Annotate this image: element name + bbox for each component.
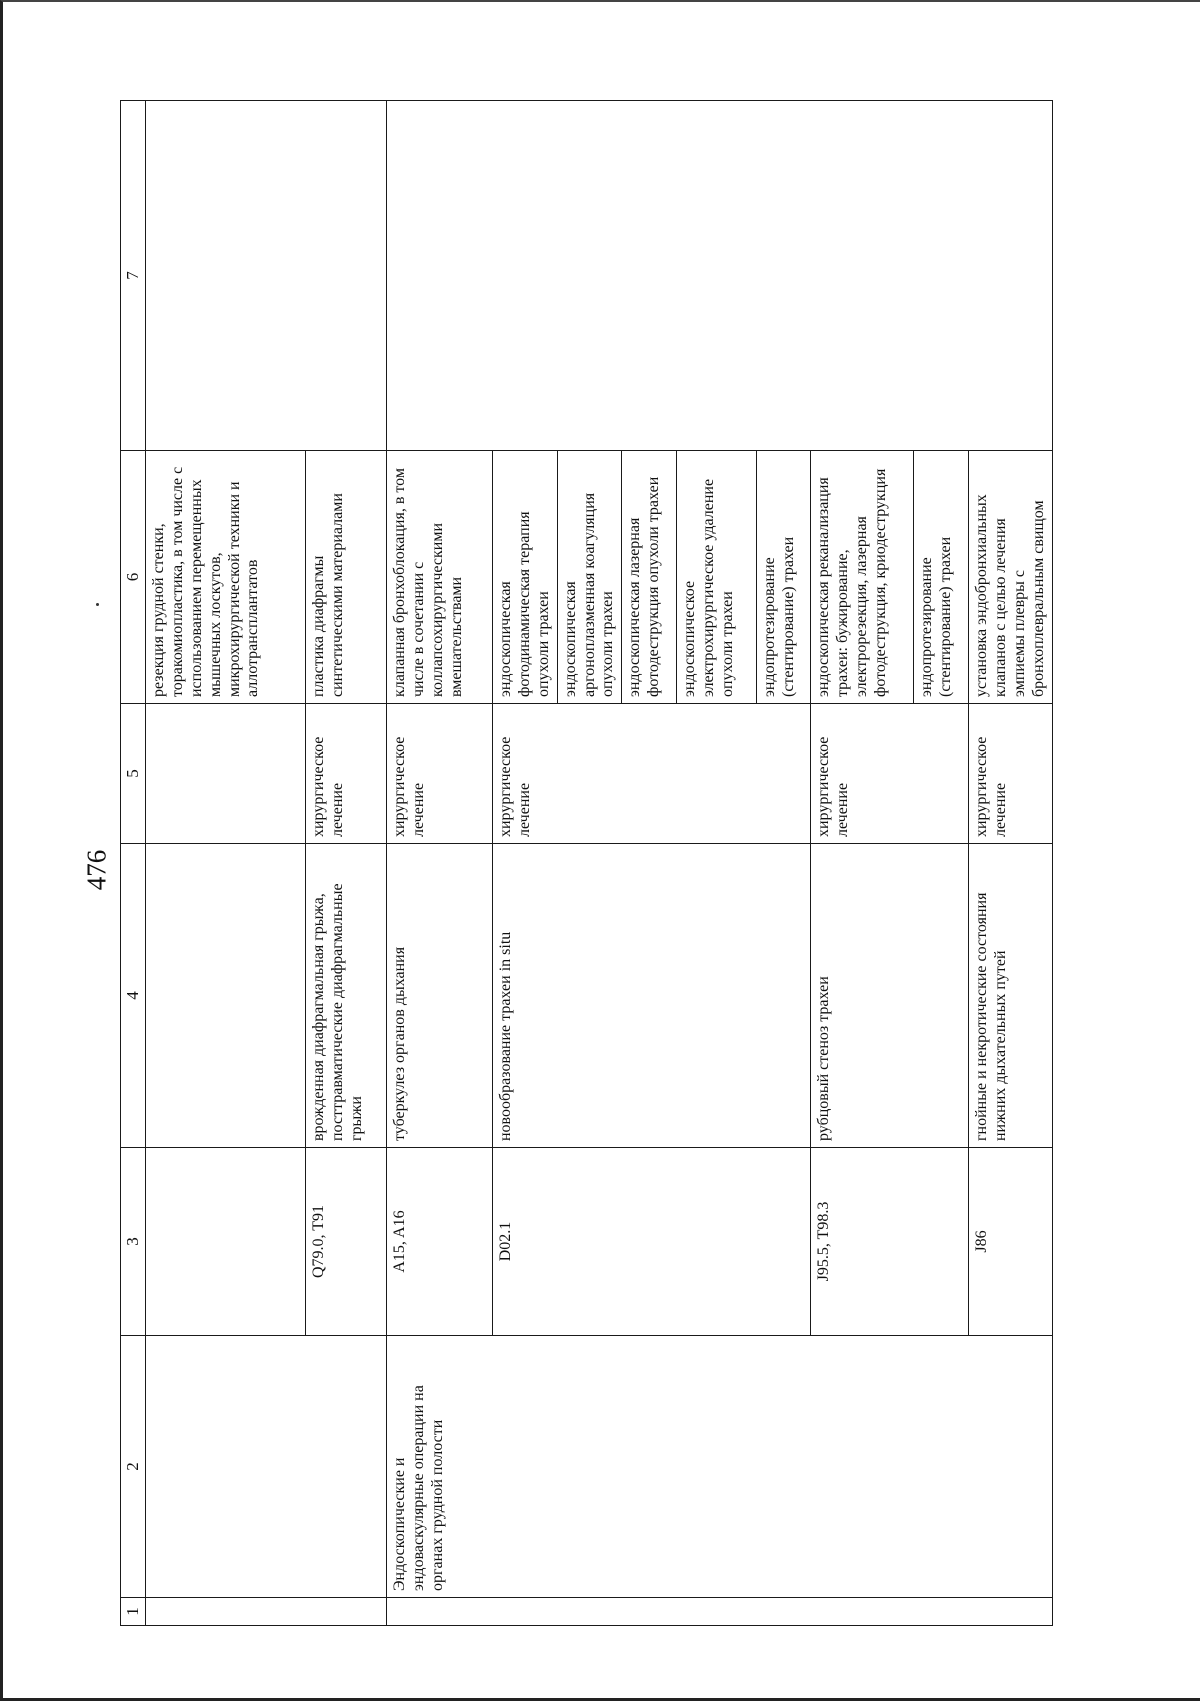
cell-diagnosis: новообразование трахеи in situ <box>493 844 811 1148</box>
cell-treatment: хирургическое лечение <box>493 704 811 844</box>
cell-treatment <box>146 704 306 844</box>
cell-method: эндоскопическая фотодинамическая терапия опухоли трахеи <box>493 451 558 704</box>
cell-col1-continued <box>146 1598 387 1626</box>
cell-code: J95.5, T98.3 <box>811 1148 969 1336</box>
rotated-page <box>120 101 1046 1626</box>
cell-code: J86 <box>969 1148 1053 1336</box>
page-number-text: 476 <box>81 849 112 891</box>
cell-code: A15, A16 <box>387 1148 493 1336</box>
cell-diagnosis <box>146 844 306 1148</box>
cell-diagnosis: туберкулез органов дыхания <box>387 844 493 1148</box>
cell-col7-continued <box>146 101 387 451</box>
cell-section-title: Эндоскопические и эндоваскулярные операции на органах грудной полости <box>387 1336 1053 1598</box>
header-col-5: 5 <box>121 704 146 844</box>
procedures-table <box>120 100 1053 1626</box>
cell-diagnosis: врожденная диафрагмальная грыжа, посттравматические диафрагмальные грыжи <box>306 844 387 1148</box>
cell-treatment: хирургическое лечение <box>811 704 969 844</box>
cell-method: пластика диафрагмы синтетическими материалами <box>306 451 387 704</box>
cell-method: эндоскопическая реканализация трахеи: бужирование, электрорезекция, лазерная фотодеструкция, криодеструкция <box>811 451 914 704</box>
cell-diagnosis: рубцовый стеноз трахеи <box>811 844 969 1148</box>
header-col-6: 6 <box>121 451 146 704</box>
cell-method: установка эндобронхиальных клапанов с целью лечения эмпиемы плевры с бронхоплевральным свищом <box>969 451 1053 704</box>
header-col-7: 7 <box>121 101 146 451</box>
scan-speck <box>96 603 99 606</box>
header-row <box>121 101 146 1626</box>
table-row <box>387 101 493 1626</box>
cell-code <box>146 1148 306 1336</box>
cell-method: эндоскопическое электрохирургическое удаление опухоли трахеи <box>677 451 757 704</box>
cell-code: Q79.0, T91 <box>306 1148 387 1336</box>
cell-method: эндопротезирование (стентирование) трахеи <box>914 451 969 704</box>
cell-col7-section <box>387 101 1053 451</box>
cell-method: эндоскопическая лазерная фотодеструкция опухоли трахеи <box>622 451 677 704</box>
cell-code: D02.1 <box>493 1148 811 1336</box>
cell-method: клапанная бронхоблокация, в том числе в сочетании с коллапсохирургическими вмешательствами <box>387 451 493 704</box>
table-row <box>146 101 306 1626</box>
cell-diagnosis: гнойные и некротические состояния нижних дыхательных путей <box>969 844 1053 1148</box>
cell-method: эндоскопическая аргоноплазменная коагуляция опухоли трахеи <box>557 451 622 704</box>
cell-method: эндопротезирование (стентирование) трахеи <box>757 451 811 704</box>
header-col-2: 2 <box>121 1336 146 1598</box>
cell-col2-continued <box>146 1336 387 1598</box>
header-col-1: 1 <box>121 1598 146 1626</box>
cell-treatment: хирургическое лечение <box>969 704 1053 844</box>
cell-treatment: хирургическое лечение <box>387 704 493 844</box>
cell-treatment: хирургическое лечение <box>306 704 387 844</box>
header-col-4: 4 <box>121 844 146 1148</box>
header-col-3: 3 <box>121 1148 146 1336</box>
cell-method: резекция грудной стенки, торакомиопластика, в том числе с использованием перемещенных мышечных лоскутов, микрохирургической техники и аллотрансплантатов <box>146 451 306 704</box>
cell-col1-section <box>387 1598 1053 1626</box>
